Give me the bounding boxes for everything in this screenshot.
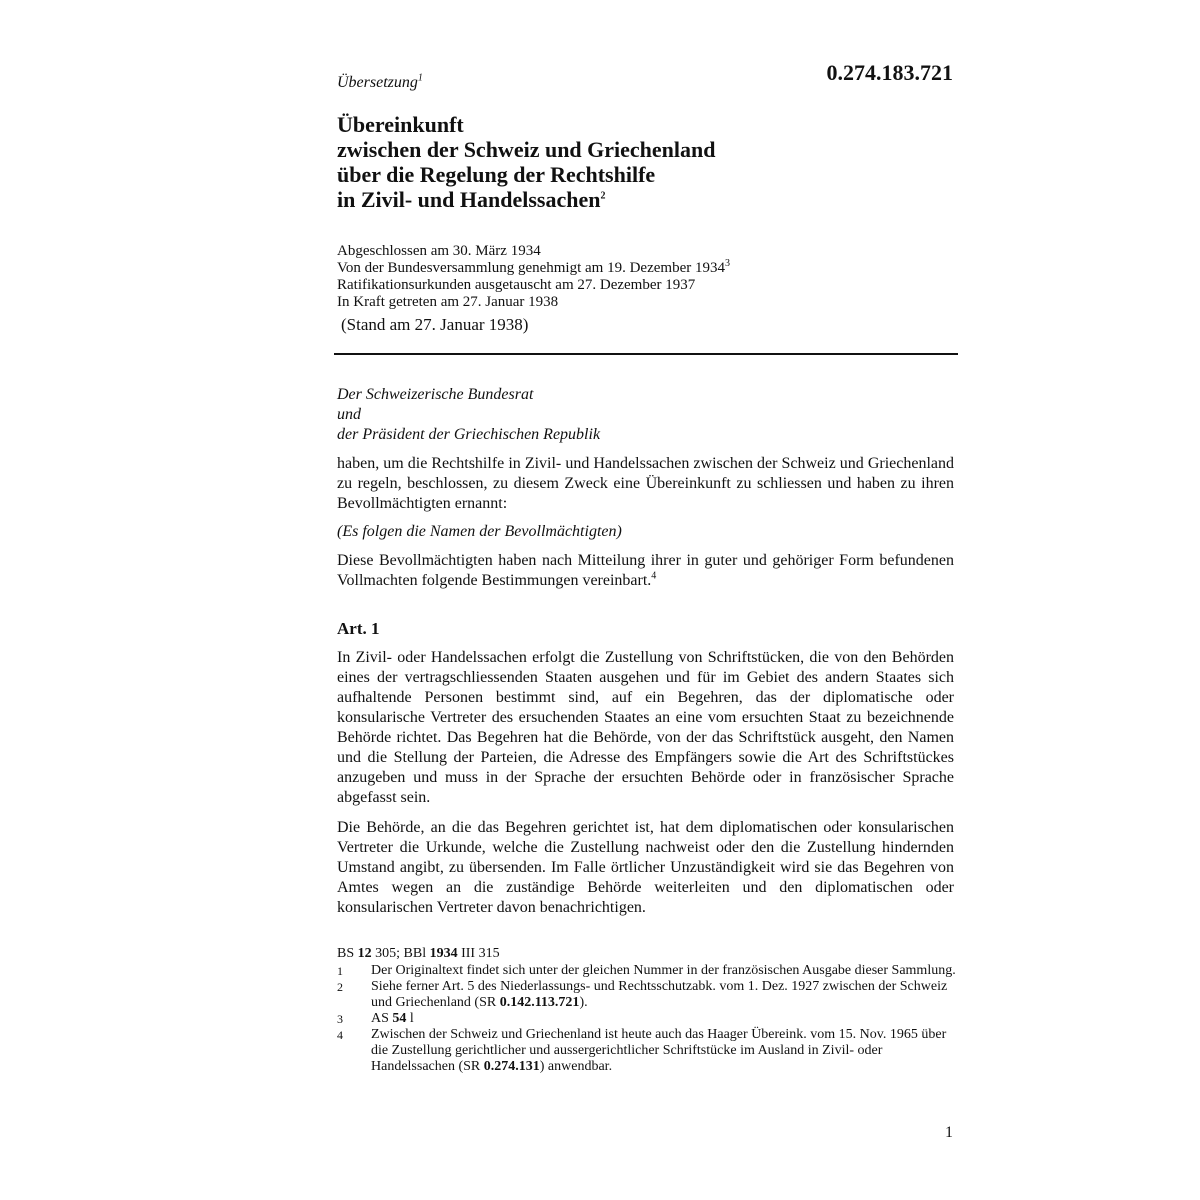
- contracting-parties: [337, 385, 600, 445]
- title-line: über die Regelung der Rechtshilfe: [337, 162, 656, 187]
- footnote-number: 4: [337, 1028, 343, 1042]
- footnote-ref: 2: [600, 190, 606, 202]
- footnote-number: 1: [337, 964, 343, 978]
- preamble-paragraph: haben, um die Rechtshilfe in Zivil- und Handelssachen zwischen der Schweiz und Griechenland zu regeln, beschlossen, zu diesem Zweck eine Übereinkunft zu schliessen und haben zu ihren Bevollmächtigten ernannt:: [337, 455, 954, 512]
- concluded-date: Abgeschlossen am 30. März 1934: [337, 243, 541, 259]
- party-1: Der Schweizerische Bundesrat: [337, 386, 534, 403]
- footnote: [337, 979, 957, 1011]
- source-reference: BS 12 305; BBl 1934 III 315: [337, 946, 500, 961]
- footnote-number: 3: [337, 1012, 343, 1026]
- footnote-text: Siehe ferner Art. 5 des Niederlassungs- und Rechtsschutzabk. vom 1. Dez. 1927 zwischen der Schweiz und Griechenland (SR 0.142.113.721).: [371, 979, 948, 1010]
- title-line: Übereinkunft: [337, 112, 464, 137]
- in-force-date: In Kraft getreten am 27. Januar 1938: [337, 294, 559, 310]
- footnote-number: 2: [337, 980, 343, 994]
- page-number: 1: [945, 1124, 953, 1141]
- footnote-text: AS 54 l: [371, 1011, 414, 1026]
- footnote: [337, 1027, 957, 1075]
- article-paragraph: Die Behörde, an die das Begehren gerichtet ist, hat dem diplomatischen oder konsularischen Vertreter die Urkunde, welche die Zustellung nachweist oder den die Zustellung hindernden Umstand angibt, zu übersenden. Im Falle örtlicher Unzuständigkeit wird sie das Begehren von Amtes wegen an die zuständige Behörde weiterleiten und den diplomatischen oder konsularischen Vertreter davon benachrichtigen.: [337, 819, 954, 916]
- ratified-date: Ratifikationsurkunden ausgetauscht am 27. Dezember 1937: [337, 277, 696, 293]
- footnote-text: Zwischen der Schweiz und Griechenland ist heute auch das Haager Übereink. vom 15. Nov. 1965 über die Zustellung gerichtlicher und aussergerichtlicher Schriftstücke im Ausland in Zivil- oder Handelssachen (SR 0.274.131) anwendbar.: [371, 1027, 947, 1074]
- preamble-paragraph: Diese Bevollmächtigten haben nach Mitteilung ihrer in guter und gehöriger Form befundenen Vollmachten folgende Bestimmungen vereinbart.$^4$: [337, 552, 954, 589]
- approved-date: Von der Bundesversammlung genehmigt am 19. Dezember 1934$^3$: [337, 258, 730, 276]
- footnote-text: Der Originaltext findet sich unter der gleichen Nummer in der französischen Ausgabe dieser Sammlung.: [371, 963, 956, 978]
- article-heading: Art. 1: [337, 619, 380, 638]
- translation-label: Übersetzung$^1$: [337, 72, 423, 91]
- treaty-metadata: [337, 243, 730, 311]
- footnote: [337, 963, 957, 979]
- document-title: [337, 112, 716, 212]
- article-paragraph: In Zivil- oder Handelssachen erfolgt die Zustellung von Schriftstücken, die von den Behörden eines der vertragschliessenden Staaten ausgehen und für im Gebiet des andern Staates sich aufhaltende Personen bestimmt sind, auf ein Begehren, das der diplomatische oder konsularische Vertreter des ersuchenden Staates an eine vom ersuchten Staat zu bezeichnende Behörde richtet. Das Begehren hat die Behörde, von der das Schriftstück ausgeht, den Namen und die Stellung der Parteien, die Adresse des Empfängers sowie die Art des Schriftstückes anzugeben und muss in der Sprache der ersuchten Behörde oder in französischer Sprache abgefasst sein.: [337, 649, 954, 806]
- footnote: [337, 1011, 957, 1027]
- plenipotentiaries-note: (Es folgen die Namen der Bevollmächtigten): [337, 523, 622, 540]
- footnote-ref: 1: [417, 72, 423, 84]
- status-date: (Stand am 27. Januar 1938): [341, 315, 529, 334]
- title-line: in Zivil- und Handelssachen$^2$: [337, 187, 606, 212]
- footnotes: [337, 946, 957, 1075]
- sr-number: 0.274.183.721: [826, 60, 953, 85]
- footnote-ref: 4: [651, 570, 657, 582]
- footnote-ref: 3: [724, 258, 730, 269]
- party-conjunction: und: [337, 406, 361, 423]
- header-divider: [334, 353, 958, 355]
- party-2: der Präsident der Griechischen Republik: [337, 426, 601, 443]
- title-line: zwischen der Schweiz und Griechenland: [337, 137, 716, 162]
